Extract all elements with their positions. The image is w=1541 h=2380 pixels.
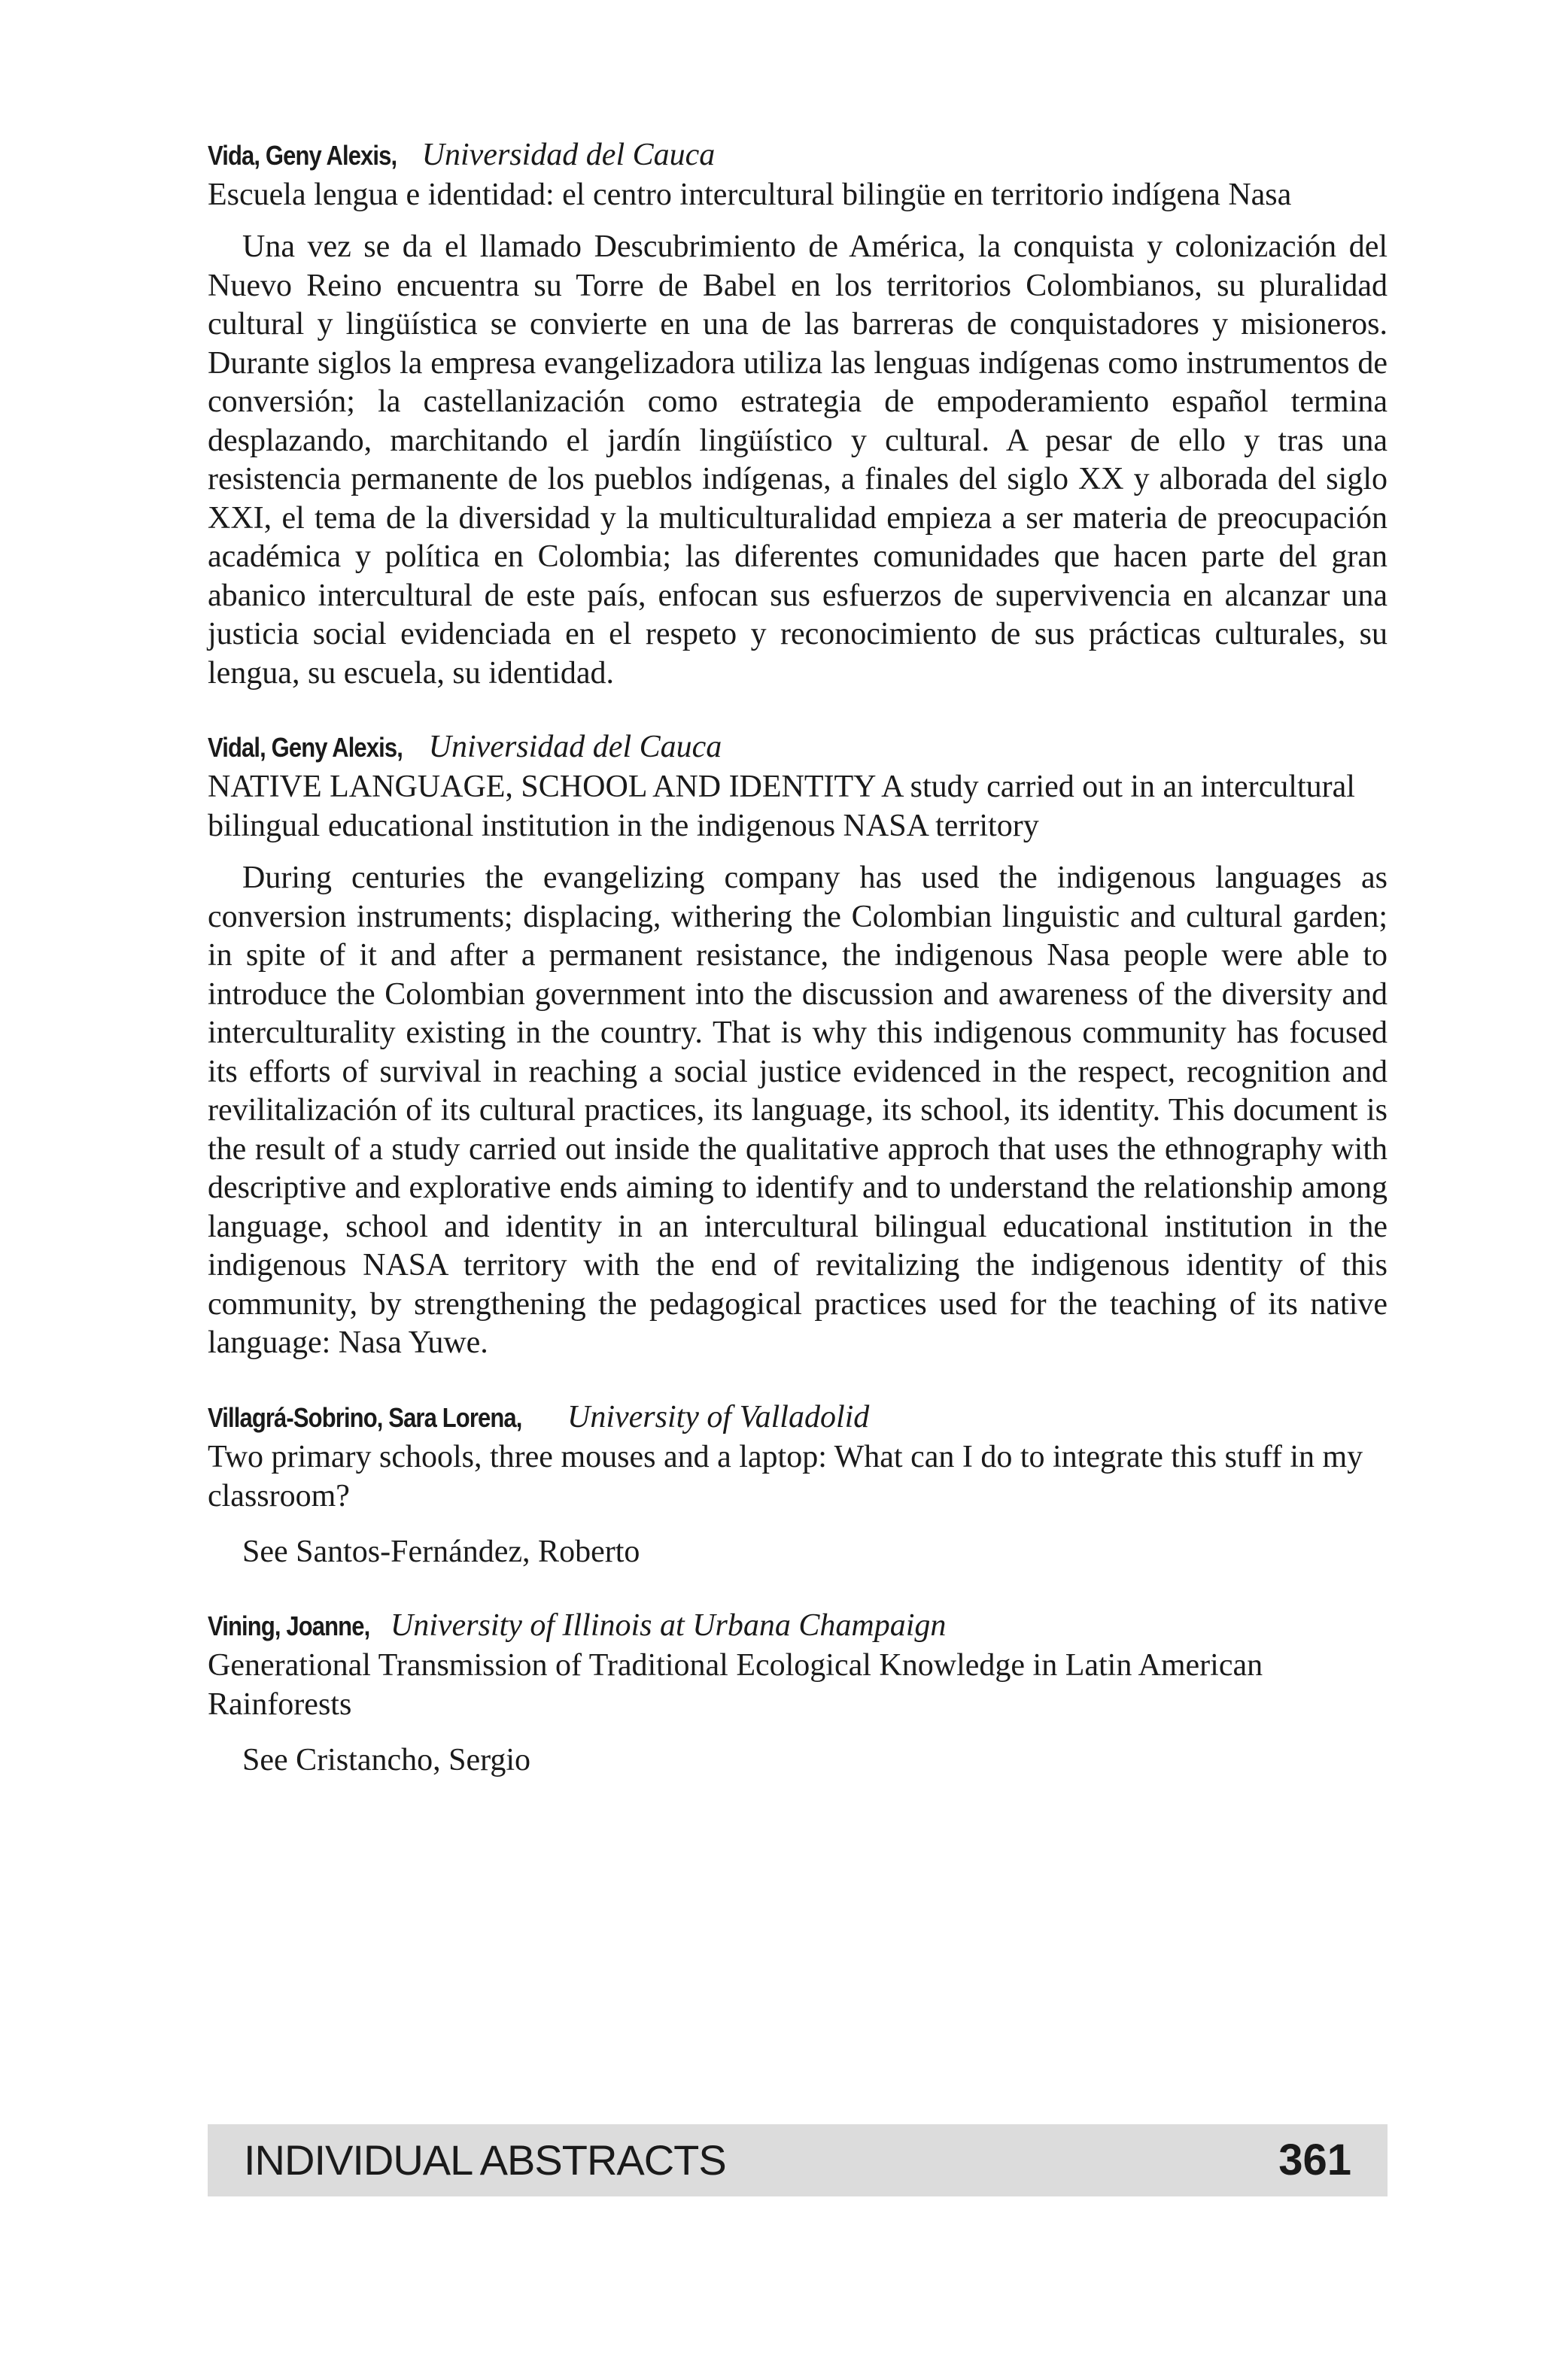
abstract-entry-vidal	[208, 727, 1388, 1363]
abstract-body: Una vez se da el llamado Descubrimiento de América, la conquista y colonización del Nuevo Reino encuentra su Torre de Babel en los territorios Colombianos, su pluralidad cultural y lingüística se convierte en una de las barreras de conquistadores y misioneros. Durante siglos la empresa evangelizadora utiliza las lenguas indígenas como instrumentos de conversión; la castellanización como estrategia de empoderamiento español termina desplazando, marchitando el jardín lingüístico y cultural. A pesar de ello y tras una resistencia permanente de los pueblos indígenas, a finales del siglo XX y alborada del siglo XXI, el tema de la diversidad y la multiculturalidad empieza a ser materia de preocupación académica y política en Colombia; las diferentes comunidades que hacen parte del gran abanico intercultural de este país, enfocan sus esfuerzos de supervivencia en alcanzar una justicia social evidenciada en el respeto y reconocimiento de sus prácticas culturales, su lengua, su escuela, su identidad.	[208, 229, 1388, 691]
author-name: Vida, Geny Alexis,	[208, 140, 397, 171]
abstract-entry-vining	[208, 1606, 1388, 1780]
author-line	[208, 1606, 1388, 1646]
abstract-entry-villagra-sobrino	[208, 1398, 1388, 1571]
author-line	[208, 135, 1388, 175]
page-footer	[208, 2124, 1388, 2196]
abstract-entry-vida	[208, 135, 1388, 693]
author-name: Villagrá-Sobrino, Sara Lorena,	[208, 1401, 522, 1433]
abstracts-page	[208, 135, 1388, 1814]
abstract-title: NATIVE LANGUAGE, SCHOOL AND IDENTITY A study carried out in an intercultural bilingual educational institution in the indigenous NASA territory	[208, 770, 1355, 843]
abstract-title: Escuela lengua e identidad: el centro intercultural bilingüe en territorio indígena Nasa	[208, 178, 1292, 212]
abstract-body: During centuries the evangelizing company has used the indigenous languages as conversion instruments; displacing, withering the Colombian linguistic and cultural garden; in spite of it and after a permanent resistance, the indigenous Nasa people were able to introduce the Colombian government into the discussion and awareness of the diversity and interculturality existing in the country. That is why this indigenous community has focused its efforts of survival in reaching a social justice evidenced in the respect, recognition and revilitalización of its cultural practices, its language, its school, its identity. This document is the result of a study carried out inside the qualitative approch that uses the ethnography with descriptive and explorative ends aiming to identify and to understand the relationship among language, school and identity in an intercultural bilingual educational institution in the indigenous NASA territory with the end of revitalizing the indigenous identity of this community, by strengthening the pedagogical practices used for the teaching of its native language: Nasa Yuwe.	[208, 861, 1388, 1360]
author-affiliation: Universidad del Cauca	[421, 138, 716, 172]
author-line	[208, 1398, 1388, 1437]
section-title: INDIVIDUAL ABSTRACTS	[244, 2136, 726, 2184]
page-number: 361	[1278, 2136, 1351, 2184]
author-name: Vining, Joanne,	[208, 1610, 370, 1641]
author-affiliation: Universidad del Cauca	[428, 730, 722, 764]
abstract-title: Two primary schools, three mouses and a laptop: What can I do to integrate this stuff in my classroom?	[208, 1439, 1363, 1513]
abstract-title: Generational Transmission of Traditional Ecological Knowledge in Latin American Rainforests	[208, 1647, 1263, 1722]
cross-reference: See Cristancho, Sergio	[242, 1742, 531, 1777]
author-affiliation: University of Illinois at Urbana Champaign	[390, 1607, 947, 1643]
author-name: Vidal, Geny Alexis,	[208, 732, 403, 763]
author-line	[208, 727, 1388, 767]
author-affiliation: University of Valladolid	[567, 1399, 870, 1434]
cross-reference: See Santos-Fernández, Roberto	[242, 1534, 640, 1569]
